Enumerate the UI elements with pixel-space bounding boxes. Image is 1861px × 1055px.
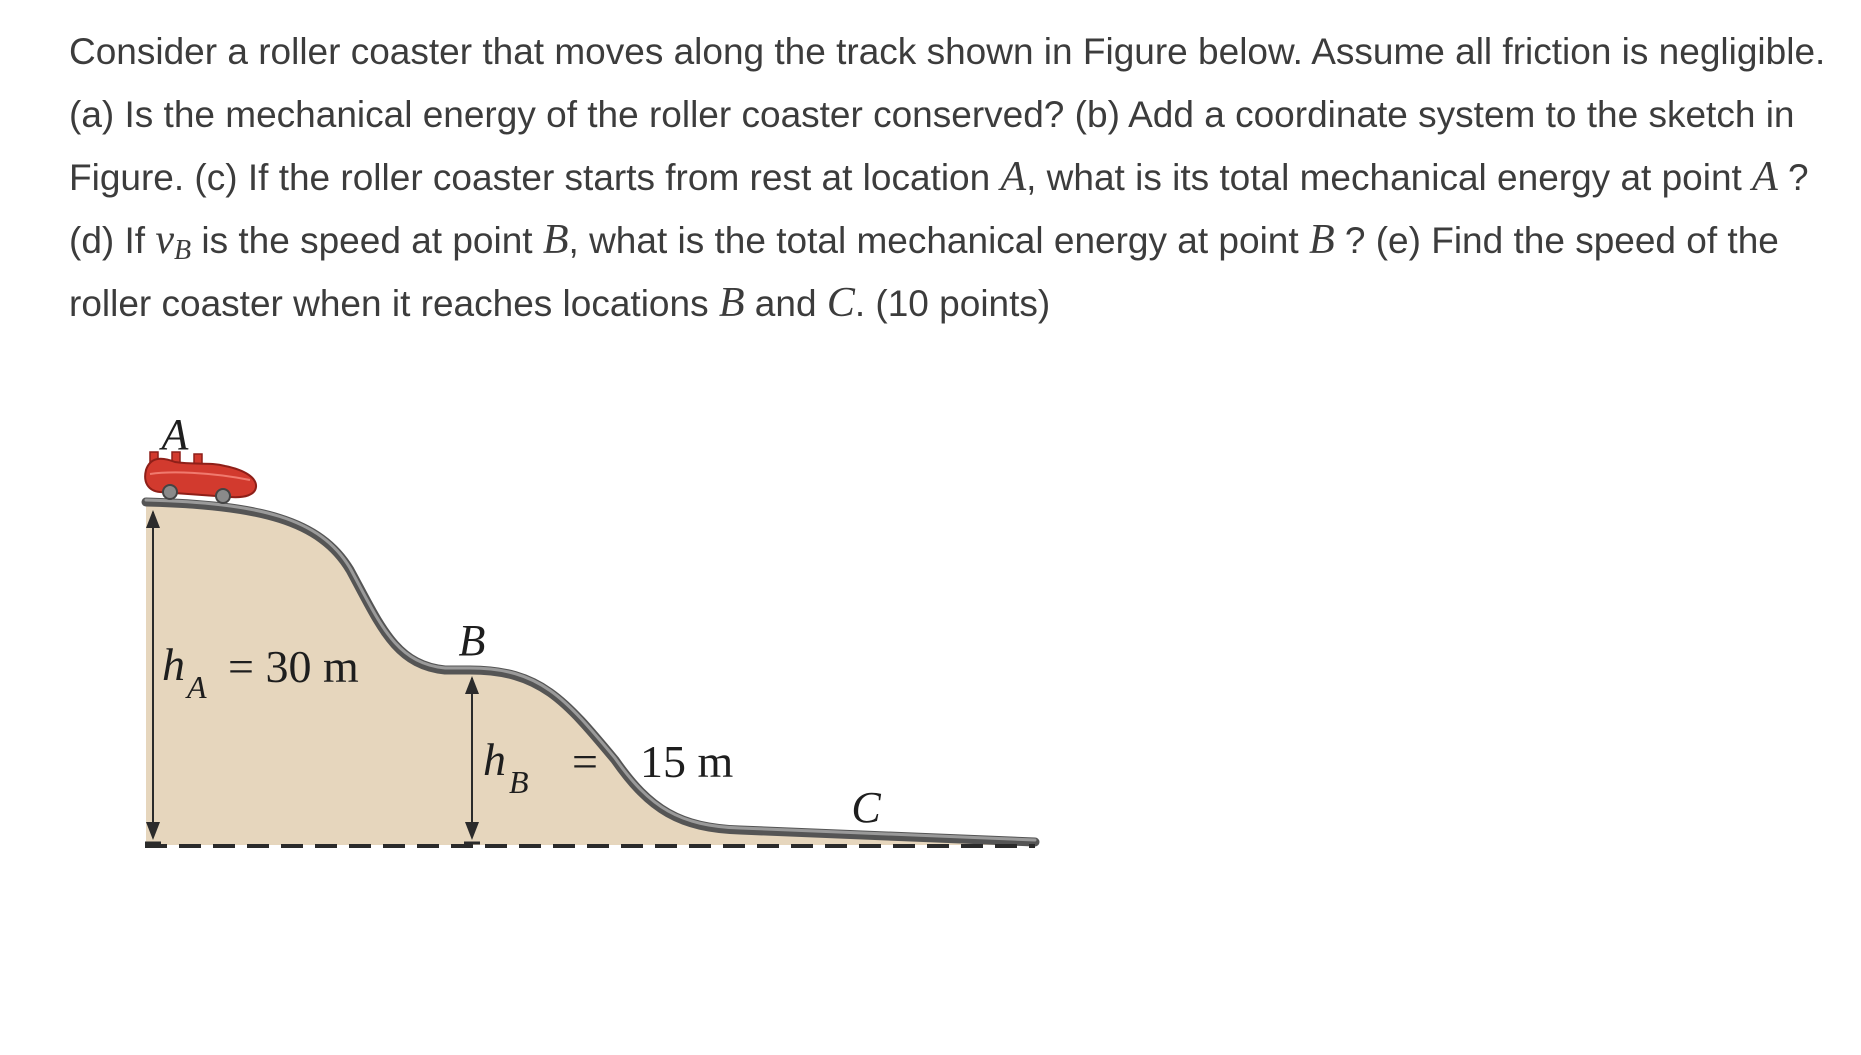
label-point-C: C xyxy=(851,783,881,832)
math-sub-B: B xyxy=(174,235,192,266)
math-var-B: B xyxy=(718,280,745,326)
hB-value: 15 m xyxy=(640,736,734,787)
math-var-B: B xyxy=(1308,217,1335,263)
hA-subscript: A xyxy=(187,669,207,705)
label-point-B: B xyxy=(458,616,486,665)
question-part-1: Consider a roller coaster that moves along the track shown in Figure below. Assume all friction is negligible. (a) Is the mechanical energy of the roller coaster conserved? (b) Add a coordinate system to the sketch in Figure. (c) If the roller coaster starts from rest at location xyxy=(69,31,1826,198)
question-part-5: , what is the total mechanical energy at point xyxy=(568,220,1309,261)
question-part-2: , what is its total mechanical energy at point xyxy=(1026,157,1753,198)
math-var-A: A xyxy=(1752,154,1778,200)
question-part-8: . (10 points) xyxy=(854,283,1051,324)
question-part-4: is the speed at point xyxy=(191,220,543,261)
hA-symbol: h xyxy=(162,639,185,690)
label-point-A: A xyxy=(161,410,189,459)
hB-symbol: h xyxy=(483,734,506,785)
question-part-7: and xyxy=(744,283,827,324)
question-part-6: ? (e) Find the speed of the roller coaster when it reaches locations xyxy=(69,220,1779,324)
math-var-v: v xyxy=(155,217,174,263)
roller-coaster-car xyxy=(145,452,256,503)
math-var-A: A xyxy=(1000,154,1027,200)
question-part-3: ? (d) If xyxy=(69,157,1809,261)
hB-subscript: B xyxy=(509,764,529,800)
math-var-B: B xyxy=(542,217,569,263)
hB-equals: = xyxy=(572,736,598,787)
hA-value: = 30 m xyxy=(228,641,359,692)
math-var-C: C xyxy=(826,280,855,326)
